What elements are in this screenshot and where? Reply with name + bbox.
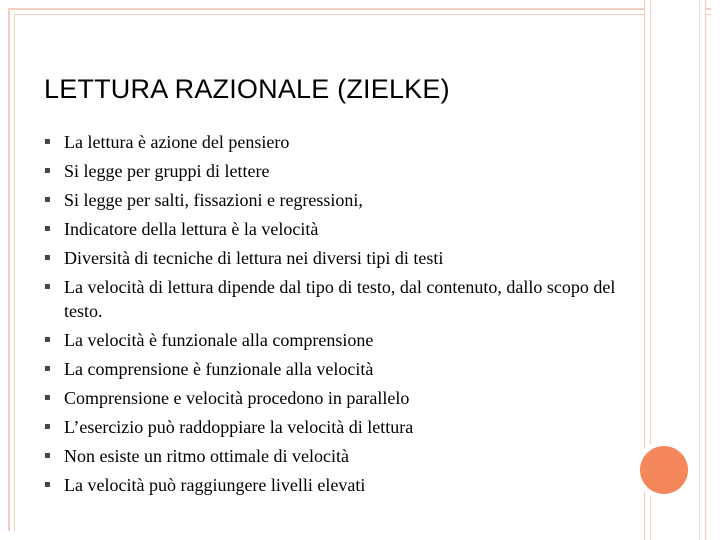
bullet-text: Si legge per gruppi di lettere	[64, 161, 270, 181]
list-item	[44, 473, 624, 497]
list-item	[44, 130, 624, 154]
list-item	[44, 415, 624, 439]
bullet-icon: ▪	[44, 281, 51, 292]
bullet-icon: ▪	[44, 450, 51, 461]
bullet-icon: ▪	[44, 252, 51, 263]
bullet-text: L’esercizio può raddoppiare la velocità di lettura	[64, 417, 414, 437]
bullet-text: La velocità può raggiungere livelli elevati	[64, 475, 366, 495]
bullet-icon: ▪	[44, 363, 51, 374]
list-item	[44, 246, 624, 270]
bullet-text: Comprensione e velocità procedono in parallelo	[64, 388, 410, 408]
bullet-icon: ▪	[44, 194, 51, 205]
list-item	[44, 444, 624, 468]
bullet-icon: ▪	[44, 334, 51, 345]
bullet-text: Diversità di tecniche di lettura nei diversi tipi di testi	[64, 248, 444, 268]
list-item	[44, 275, 624, 323]
bullet-icon: ▪	[44, 223, 51, 234]
bullet-icon: ▪	[44, 165, 51, 176]
bullet-text: Si legge per salti, fissazioni e regressioni,	[64, 190, 363, 210]
list-item	[44, 357, 624, 381]
list-item	[44, 188, 624, 212]
bullet-icon: ▪	[44, 392, 51, 403]
bullet-text: Non esiste un ritmo ottimale di velocità	[64, 446, 349, 466]
slide-title: LETTURA RAZIONALE (ZIELKE)	[44, 74, 450, 104]
list-item	[44, 159, 624, 183]
bullet-list	[44, 130, 624, 502]
decorative-circle	[640, 446, 688, 494]
bullet-icon: ▪	[44, 421, 51, 432]
bullet-text: La velocità è funzionale alla comprensione	[64, 330, 374, 350]
bullet-text: La lettura è azione del pensiero	[64, 132, 290, 152]
bullet-icon: ▪	[44, 479, 51, 490]
list-item	[44, 386, 624, 410]
list-item	[44, 217, 624, 241]
bullet-text: Indicatore della lettura è la velocità	[64, 219, 319, 239]
bullet-text: La velocità di lettura dipende dal tipo di testo, dal contenuto, dallo scopo del testo.	[64, 277, 616, 321]
bullet-text: La comprensione è funzionale alla velocità	[64, 359, 374, 379]
bullet-icon: ▪	[44, 136, 51, 147]
list-item	[44, 328, 624, 352]
